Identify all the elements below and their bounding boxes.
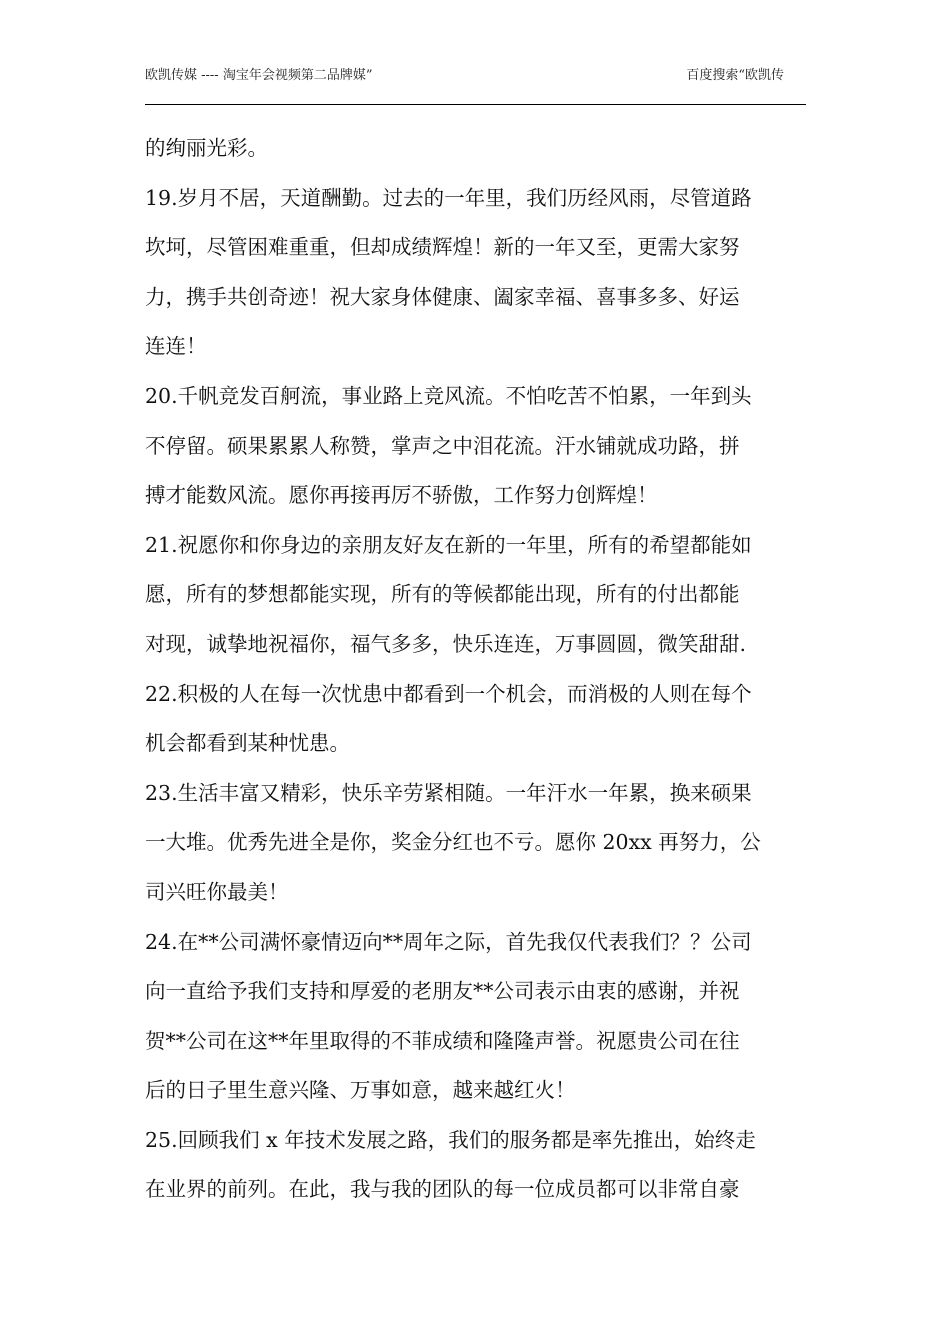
text-line: 不停留。硕果累累人称赞，掌声之中泪花流。汗水铺就成功路，拼 <box>145 433 740 458</box>
text-line: 19.岁月不居，天道酬勤。过去的一年里，我们历经风雨，尽管道路 <box>145 185 752 210</box>
text-line: 25.回顾我们 x 年技术发展之路，我们的服务都是率先推出，始终走 <box>145 1127 756 1152</box>
text-line: 搏才能数风流。愿你再接再厉不骄傲，工作努力创辉煌！ <box>145 483 658 508</box>
document-body <box>145 124 807 1215</box>
text-line: 连连！ <box>145 334 207 359</box>
text-line: 22.积极的人在每一次忧患中都看到一个机会，而消极的人则在每个 <box>145 681 752 706</box>
text-line: 在业界的前列。在此，我与我的团队的每一位成员都可以非常自豪 <box>145 1177 740 1202</box>
text-line: 后的日子里生意兴隆、万事如意，越来越红火！ <box>145 1078 576 1103</box>
text-line: 坎坷，尽管困难重重，但却成绩辉煌！新的一年又至，更需大家努 <box>145 235 740 260</box>
text-line: 司兴旺你最美！ <box>145 879 289 904</box>
text-line: 一大堆。优秀先进全是你，奖金分红也不亏。愿你 20xx 再努力，公 <box>145 830 761 855</box>
text-line: 愿，所有的梦想都能实现，所有的等候都能出现，所有的付出都能 <box>145 582 740 607</box>
text-line: 贺**公司在这**年里取得的不菲成绩和隆隆声誉。祝愿贵公司在往 <box>145 1028 740 1053</box>
text-line: 机会都看到某种忧患。 <box>145 731 350 756</box>
page-header <box>145 66 806 105</box>
text-line: 24.在**公司满怀豪情迈向**周年之际，首先我仅代表我们？？公司 <box>145 929 752 954</box>
header-right-text: 百度搜索“欧凯传 <box>686 68 784 83</box>
text-line: 20.千帆竞发百舸流，事业路上竞风流。不怕吃苦不怕累，一年到头 <box>145 383 752 408</box>
text-line: 23.生活丰富又精彩，快乐辛劳紧相随。一年汗水一年累，换来硕果 <box>145 780 752 805</box>
text-line: 21.祝愿你和你身边的亲朋友好友在新的一年里，所有的希望都能如 <box>145 532 752 557</box>
text-line: 力，携手共创奇迹！祝大家身体健康、阖家幸福、喜事多多、好运 <box>145 284 740 309</box>
text-line: 对现，诚挚地祝福你，福气多多，快乐连连，万事圆圆，微笑甜甜. <box>145 631 747 656</box>
text-line: 的绚丽光彩。 <box>145 136 268 160</box>
header-left-text: 欧凯传媒 ---- 淘宝年会视频第二品牌媒” <box>145 68 373 83</box>
text-line: 向一直给予我们支持和厚爱的老朋友**公司表示由衷的感谢，并祝 <box>145 979 740 1004</box>
